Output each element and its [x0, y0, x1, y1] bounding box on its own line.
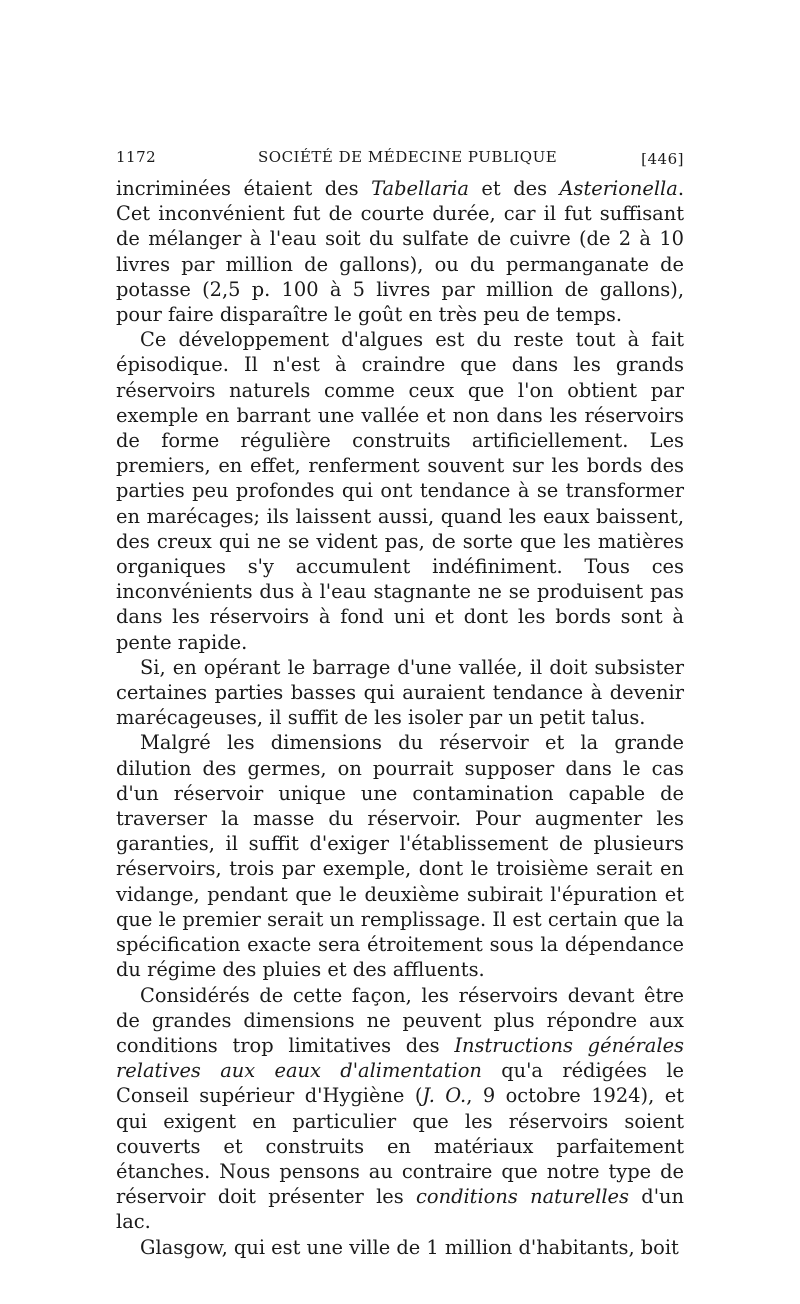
section-number: [446]	[641, 150, 684, 168]
text-run: d'un lac.	[116, 1185, 685, 1234]
text-run: , 9 octobre 1924), et qui exigent en particulier que les réservoirs soient couverts et construits en matériaux parfaitement étanches. Nous pensons au contraire que notre type de réservoir doit présenter les	[116, 1084, 684, 1209]
italic-term: Tabellaria	[371, 177, 469, 200]
text-run: incriminées étaient des	[116, 177, 372, 200]
paragraph	[116, 983, 684, 1235]
italic-term: conditions naturelles	[416, 1185, 629, 1209]
document-page	[116, 148, 684, 1260]
page-number: 1172	[116, 148, 157, 166]
italic-citation: J. O.	[422, 1084, 467, 1108]
paragraph: Si, en opérant le barrage d'une vallée, il doit subsister certaines parties basses qui auraient tendance à devenir marécageuses, il suffit de les isoler par un petit talus.	[116, 655, 684, 730]
journal-title: SOCIÉTÉ DE MÉDECINE PUBLIQUE	[258, 148, 558, 166]
paragraph: Glasgow, qui est une ville de 1 million d'habitants, boit	[140, 1235, 679, 1259]
paragraph: Malgré les dimensions du réservoir et la grande dilution des germes, on pourrait supposer dans le cas d'un réservoir unique une contamination capable de traverser la masse du réservoir. Pour augmenter les garanties, il suffit d'exiger l'établissement de plusieurs réservoirs, trois par exemple, dont le troisième serait en vidange, pendant que le deuxième subirait l'épuration et que le premier serait un remplissage. Il est certain que la spécification exacte sera étroitement sous la dépendance du régime des pluies et des affluents.	[116, 731, 684, 982]
paragraph	[116, 176, 684, 327]
italic-term: Asterionella	[559, 177, 678, 200]
text-run: Considérés de cette façon, les réservoirs devant être de grandes dimensions ne peuvent plus répondre aux conditions trop limitatives des	[116, 983, 684, 1057]
text-run: . Cet inconvénient fut de courte durée, car il fut suffisant de mélanger à l'eau soit du sulfate de cuivre (de 2 à 10 livres par million de gallons), ou du permanganate de potasse (2,5 p. 100 à 5 livres par million de gallons), pour faire disparaître le goût en très peu de temps.	[116, 177, 684, 327]
text-run: qu'a rédigées le Conseil supérieur d'Hygiène (	[116, 1059, 684, 1108]
running-header	[116, 148, 684, 176]
italic-citation: Instructions générales relatives aux eaux d'alimentation	[116, 1033, 684, 1083]
body-text	[116, 176, 684, 1260]
paragraph: Ce développement d'algues est du reste tout à fait épisodique. Il n'est à craindre que dans les grands réservoirs naturels comme ceux que l'on obtient par exemple en barrant une vallée et non dans les réservoirs de forme régulière construits artificiellement. Les premiers, en effet, renferment souvent sur les bords des parties peu profondes qui ont tendance à se transformer en marécages; ils laissent aussi, quand les eaux baissent, des creux qui ne se vident pas, de sorte que les matières organiques s'y accumulent indéfiniment. Tous ces inconvénients dus à l'eau stagnante ne se produisent pas dans les réservoirs à fond uni et dont les bords sont à pente rapide.	[116, 328, 684, 654]
text-run: et des	[468, 177, 560, 200]
